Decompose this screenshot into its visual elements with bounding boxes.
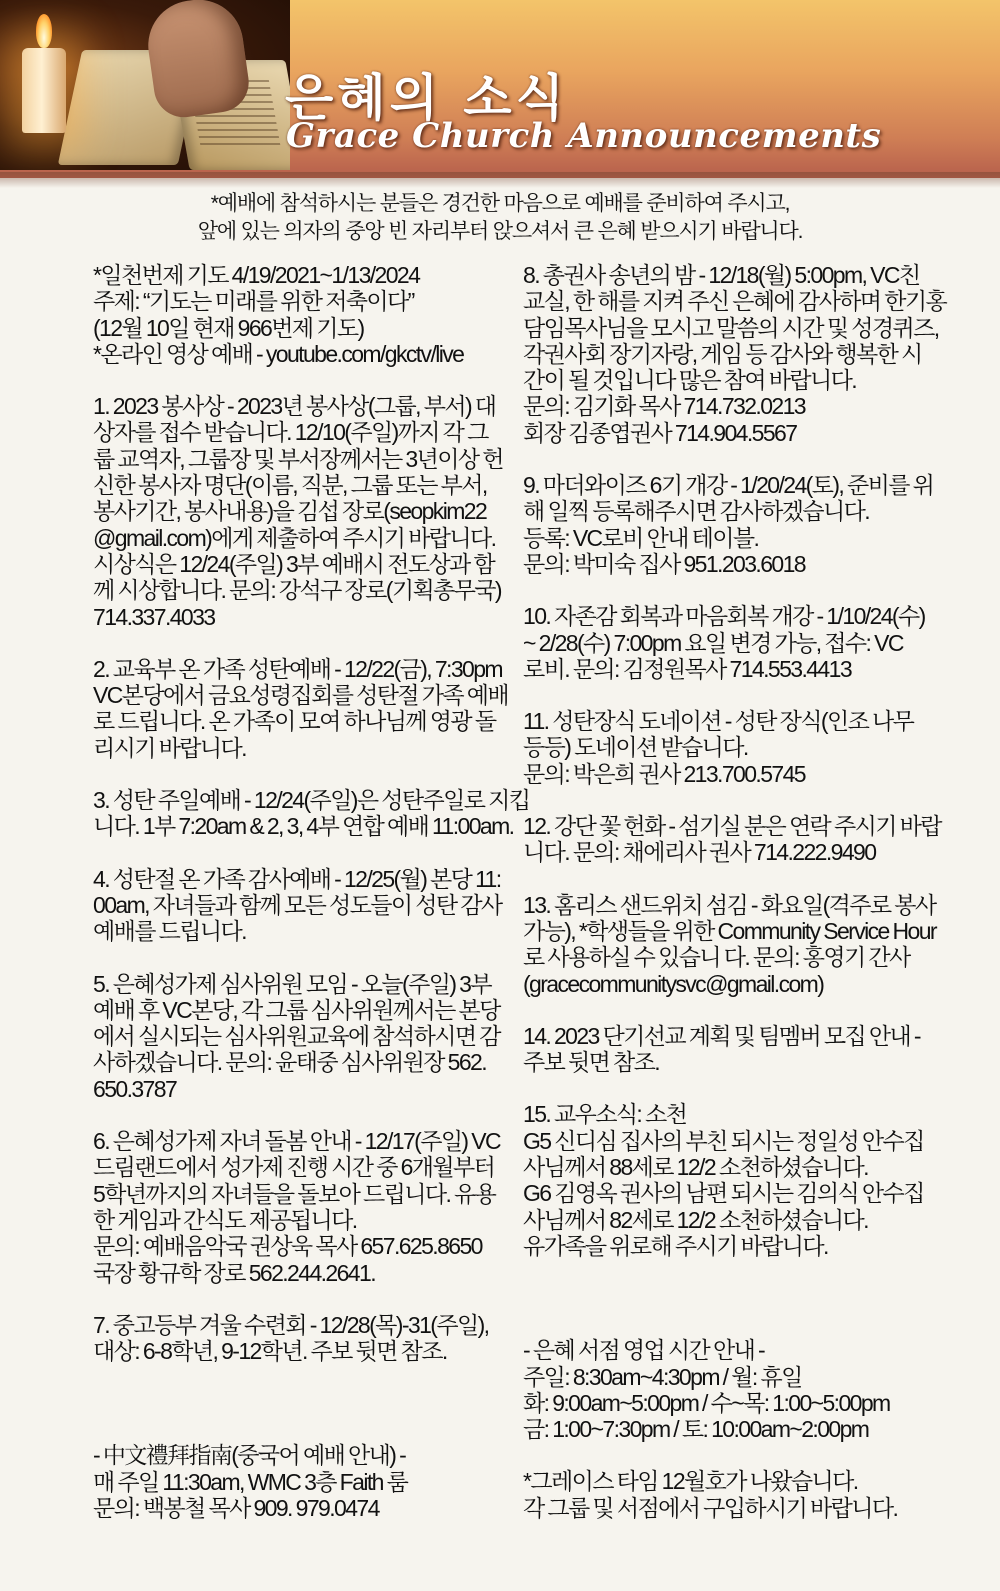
text-line: 신한 봉사자 명단(이름, 직분, 그룹 또는 부서, xyxy=(93,472,487,499)
candle-bible-photo xyxy=(0,0,290,170)
text-line: VC본당에서 금요성령집회를 성탄절 가족 예배 xyxy=(93,682,509,709)
header-banner xyxy=(0,0,1000,178)
text-line: @gmail.com)에게 제출하여 주시기 바랍니다. xyxy=(93,524,496,551)
text-line: 3. 성탄 주일예배 - 12/24(주일)은 성탄주일로 지킵 xyxy=(93,787,530,814)
announcement-4 xyxy=(93,866,518,945)
text-line: 주일: 8:30am~4:30pm / 월: 휴일 xyxy=(523,1363,802,1390)
text-line: 주보 뒷면 참조. xyxy=(523,1049,660,1076)
candle-flame-icon xyxy=(36,14,52,48)
text-line: 니다. 문의: 채에리사 권사 714.222.9490 xyxy=(523,839,876,866)
announcement-2 xyxy=(93,656,518,761)
text-line: 국장 황규학 장로 562.244.2641. xyxy=(93,1259,375,1286)
text-line: 매 주일 11:30am, WMC 3층 Faith 룸 xyxy=(93,1468,408,1495)
text-line: 에서 실시되는 심사위원교육에 참석하시면 감 xyxy=(93,1023,500,1050)
text-line: 8. 총권사 송년의 밤 - 12/18(월) 5:00pm, VC친 xyxy=(523,262,920,288)
chinese-worship-guide xyxy=(93,1442,518,1521)
announcement-10 xyxy=(523,603,948,682)
text-line: 문의: 박미숙 집사 951.203.6018 xyxy=(523,550,805,577)
announcement-1 xyxy=(93,393,518,630)
text-line: 15. 교우소식: 소천 xyxy=(523,1101,687,1128)
announcement-11 xyxy=(523,708,948,787)
grace-time-notice xyxy=(523,1468,948,1521)
text-line: *그레이스 타임 12월호가 나왔습니다. xyxy=(523,1468,858,1495)
text-line: 13. 홈리스 샌드위치 섬김 - 화요일(격주로 봉사 xyxy=(523,891,936,918)
text-line: 간이 될 것입니다 많은 참여 바랍니다. xyxy=(523,367,857,394)
announcement-14 xyxy=(523,1023,948,1076)
text-line: 11. 성탄장식 도네이션 - 성탄 장식(인조 나무 xyxy=(523,708,914,735)
text-line: 예배를 드립니다. xyxy=(93,918,246,945)
text-line: 문의: 김기화 목사 714.732.0213 xyxy=(523,393,805,420)
bookstore-hours xyxy=(523,1337,948,1442)
text-line: 로 사용하실 수 있습니 다. 문의: 홍영기 간사 xyxy=(523,944,910,971)
left-column xyxy=(93,262,530,1521)
text-line: (gracecommunitysvc@gmail.com) xyxy=(523,970,824,997)
text-line: 로비. 문의: 김정원목사 714.553.4413 xyxy=(523,655,852,682)
text-line: ~ 2/28(수) 7:00pm 요일 변경 가능, 접수: VC xyxy=(523,629,903,656)
text-line: 문의: 박은희 권사 213.700.5745 xyxy=(523,760,805,787)
text-line: 00am, 자녀들과 함께 모든 성도들이 성탄 감사 xyxy=(93,891,502,918)
text-line: 9. 마더와이즈 6기 개강 - 1/20/24(토), 준비를 위 xyxy=(523,472,934,499)
text-line: 리시기 바랍니다. xyxy=(93,734,246,761)
text-line: *온라인 영상 예배 - youtube.com/gkctv/live xyxy=(93,340,464,367)
praying-hands-image xyxy=(142,0,252,121)
announcement-8 xyxy=(523,262,948,446)
text-line: 드림랜드에서 성가제 진행 시간 중 6개월부터 xyxy=(93,1154,495,1181)
text-line: 7. 중고등부 겨울 수련회 - 12/28(목)-31(주일), xyxy=(93,1311,489,1338)
text-line: 사하겠습니다. 문의: 윤태중 심사위원장 562. xyxy=(93,1049,486,1076)
text-line: 께 시상합니다. 문의: 강석구 장로(기획총무국) xyxy=(93,577,501,604)
text-line: 교실, 한 해를 지켜 주신 은혜에 감사하며 한기홍 xyxy=(523,288,947,315)
header-shadow xyxy=(0,172,1000,188)
text-line: - 은혜 서점 영업 시간 안내 - xyxy=(523,1337,765,1364)
text-line: 문의: 백봉철 목사 909. 979.0474 xyxy=(93,1494,379,1521)
text-line: 예배 후 VC본당, 각 그룹 심사위원께서는 본당 xyxy=(93,996,500,1023)
text-line: 2. 교육부 온 가족 성탄예배 - 12/22(금), 7:30pm xyxy=(93,655,502,682)
text-line: 5학년까지의 자녀들을 돌보아 드립니다. 유용 xyxy=(93,1180,496,1207)
announcement-15 xyxy=(523,1101,948,1259)
text-line: 해 일찍 등록해주시면 감사하겠습니다. xyxy=(523,498,870,525)
text-line: 14. 2023 단기선교 계획 및 팀멤버 모집 안내 - xyxy=(523,1022,920,1049)
announcement-7 xyxy=(93,1312,518,1365)
text-line: 등록: VC로비 안내 테이블. xyxy=(523,524,759,551)
announcement-6 xyxy=(93,1128,518,1286)
announcement-12 xyxy=(523,813,948,866)
text-line: G6 김영옥 권사의 남편 되시는 김의식 안수집 xyxy=(523,1180,924,1207)
text-line: 문의: 예배음악국 권상욱 목사 657.625.8650 xyxy=(93,1233,482,1260)
text-line: 4. 성탄절 온 가족 감사예배 - 12/25(월) 본당 11: xyxy=(93,865,501,892)
text-line: 유가족을 위로해 주시기 바랍니다. xyxy=(523,1232,828,1259)
text-line: 한 게임과 간식도 제공됩니다. xyxy=(93,1206,357,1233)
text-line: 시상식은 12/24(주일) 3부 예배시 전도상과 함 xyxy=(93,550,495,577)
text-line: 5. 은혜성가제 심사위원 모임 - 오늘(주일) 3부 xyxy=(93,970,491,997)
announcement-prayer xyxy=(93,262,518,367)
text-line: 금: 1:00~7:30pm / 토: 10:00am~2:00pm xyxy=(523,1416,869,1443)
page-subtitle: Grace Church Announcements xyxy=(286,116,882,156)
text-line: 650.3787 xyxy=(93,1075,177,1102)
text-line: 사님께서 82세로 12/2 소천하셨습니다. xyxy=(523,1206,868,1233)
text-line: 가능), *학생들을 위한 Community Service Hour xyxy=(523,917,936,944)
text-line: 로 드립니다. 온 가족이 모여 하나님께 영광 돌 xyxy=(93,708,496,735)
text-line: 사님께서 88세로 12/2 소천하셨습니다. xyxy=(523,1154,868,1181)
text-line: 각 그룹 및 서점에서 구입하시기 바랍니다. xyxy=(523,1494,898,1521)
text-line: 화: 9:00am~5:00pm / 수~목: 1:00~5:00pm xyxy=(523,1389,890,1416)
text-line: 각권사회 장기자랑, 게임 등 감사와 행복한 시 xyxy=(523,340,922,367)
text-line: 주제: “기도는 미래를 위한 저축이다” xyxy=(93,288,414,315)
announcement-9 xyxy=(523,472,948,577)
candle-image xyxy=(22,48,66,133)
text-line: 담임목사님을 모시고 말씀의 시간 및 성경퀴즈, xyxy=(523,314,939,341)
text-line: 12. 강단 꽃 헌화 - 섬기실 분은 연락 주시기 바랍 xyxy=(523,813,941,840)
text-line: 714.337.4033 xyxy=(93,603,215,630)
text-line: 1. 2023 봉사상 - 2023년 봉사상(그룹, 부서) 대 xyxy=(93,393,496,420)
text-line: 봉사기간, 봉사내용)을 김섭 장로(seopkim22 xyxy=(93,498,487,525)
notice-line: *예배에 참석하시는 분들은 경건한 마음으로 예배를 준비하여 주시고, xyxy=(210,192,790,215)
text-line: 룹 교역자, 그룹장 및 부서장께서는 3년이상 헌 xyxy=(93,445,503,472)
text-line: 10. 자존감 회복과 마음회복 개강 - 1/10/24(수) xyxy=(523,603,925,630)
text-line: *일천번제 기도 4/19/2021~1/13/2024 xyxy=(93,262,420,288)
text-line: G5 신디심 집사의 부친 되시는 정일성 안수집 xyxy=(523,1127,924,1154)
announcement-13 xyxy=(523,892,948,997)
text-line: 6. 은혜성가제 자녀 돌봄 안내 - 12/17(주일) VC xyxy=(93,1128,501,1155)
announcement-3 xyxy=(93,787,530,840)
text-line: 회장 김종엽권사 714.904.5567 xyxy=(523,419,797,446)
text-line: - 中文禮拜指南(중국어 예배 안내) - xyxy=(93,1442,406,1469)
text-line: (12월 10일 현재 966번제 기도) xyxy=(93,314,364,341)
text-line: 등등) 도네이션 받습니다. xyxy=(523,734,748,761)
text-line: 상자를 접수 받습니다. 12/10(주일)까지 각 그 xyxy=(93,419,488,446)
text-line: 대상: 6-8학년, 9-12학년. 주보 뒷면 참조. xyxy=(93,1338,447,1365)
worship-notice xyxy=(90,190,910,246)
page-title: 은혜의 소식 xyxy=(285,69,568,127)
notice-line: 앞에 있는 의자의 중앙 빈 자리부터 앉으셔서 큰 은혜 받으시기 바랍니다. xyxy=(197,220,803,243)
text-line: 니다. 1부 7:20am & 2, 3, 4부 연합 예배 11:00am. xyxy=(93,813,514,840)
right-column xyxy=(523,262,948,1521)
announcement-5 xyxy=(93,971,518,1102)
